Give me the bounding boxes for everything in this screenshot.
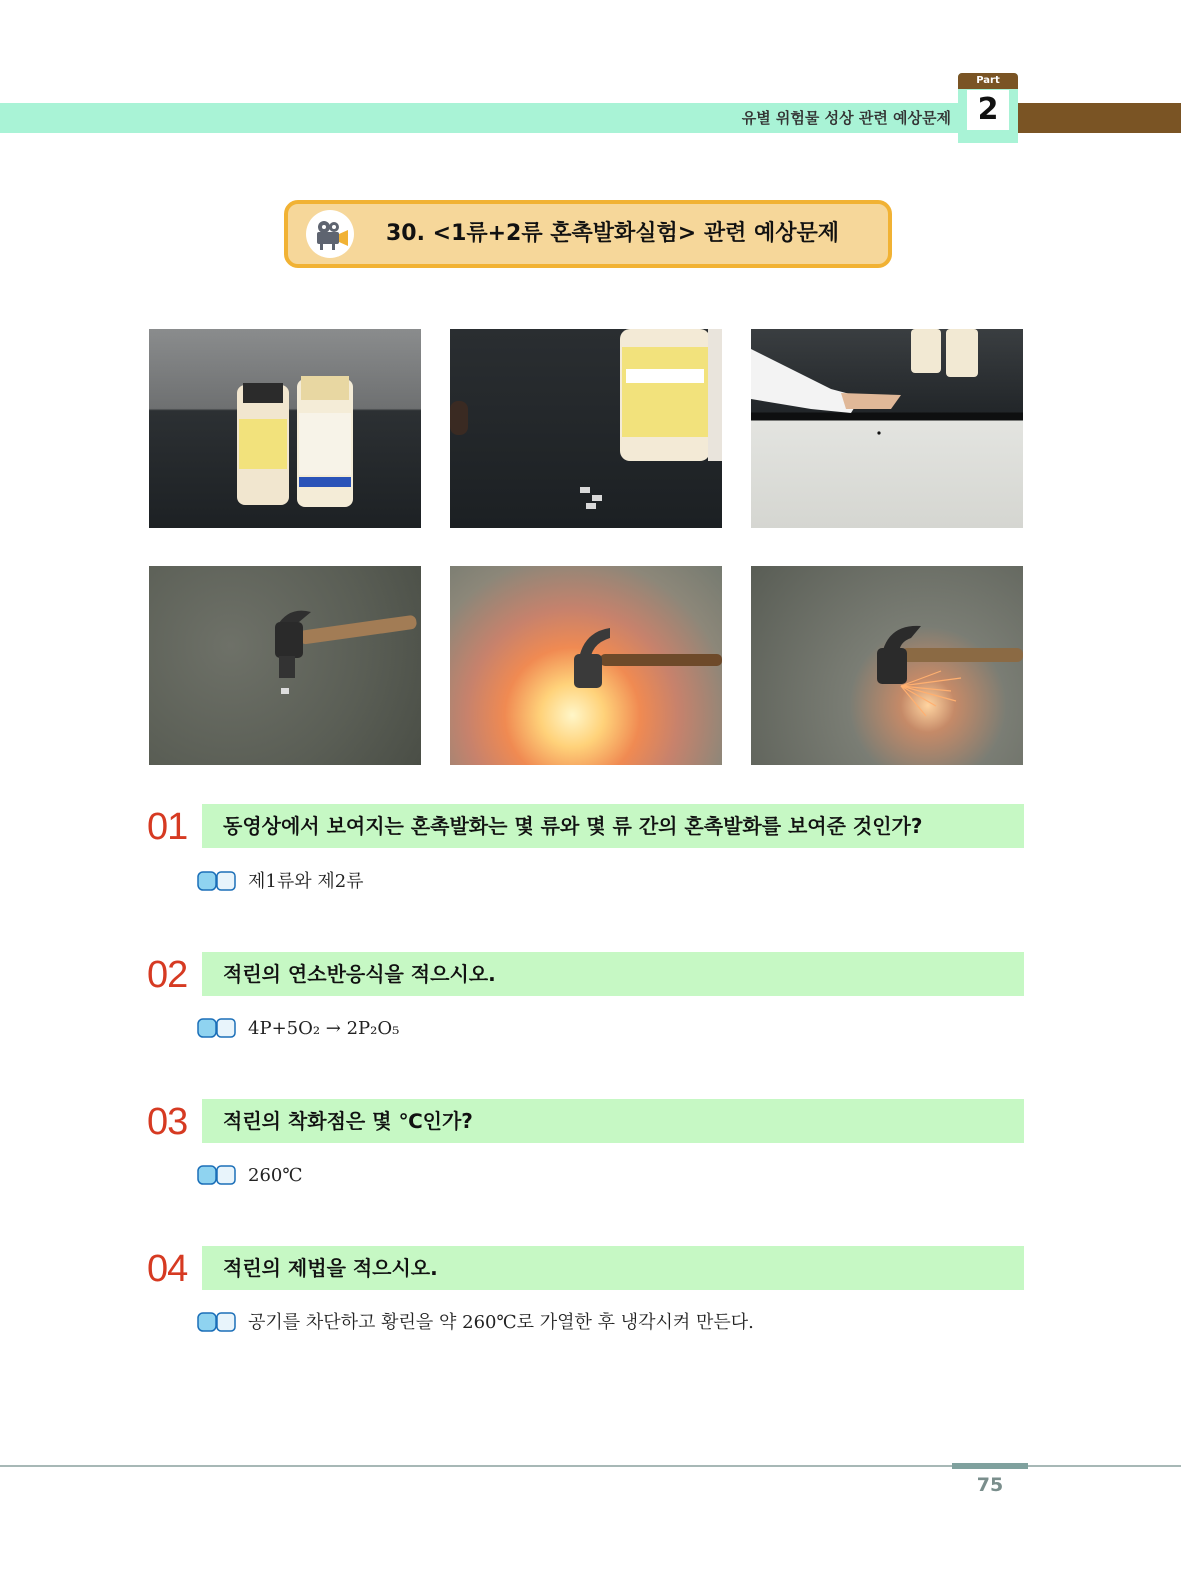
part-label: Part xyxy=(958,73,1018,89)
photo-hand-placing-sample xyxy=(751,329,1023,528)
photo-ignition-flash xyxy=(450,566,722,765)
question-text-2: 적린의 연소반응식을 적으시오. xyxy=(223,962,496,986)
header-band-accent xyxy=(1012,103,1181,133)
part-number: 2 xyxy=(967,90,1009,130)
question-number-1: 01 xyxy=(147,806,188,848)
section-title: 30. <1류+2류 혼촉발화실험> 관련 예상문제 xyxy=(386,221,840,246)
photo-bottle-closeup xyxy=(450,329,722,528)
question-text-1: 동영상에서 보여지는 혼촉발화는 몇 류와 몇 류 간의 혼촉발화를 보여준 것인가? xyxy=(223,814,923,838)
video-camera-icon xyxy=(306,210,354,258)
answer-text-2: 4P+5O₂ → 2P₂O₅ xyxy=(248,1018,400,1039)
question-text-3: 적린의 착화점은 몇 ℃인가? xyxy=(223,1109,473,1133)
photo-chemical-bottles xyxy=(149,329,421,528)
answer-badge-icon xyxy=(197,1311,237,1333)
answer-badge-icon xyxy=(197,1164,237,1186)
question-number-2: 02 xyxy=(147,954,188,996)
answer-badge-icon xyxy=(197,870,237,892)
photo-sparks xyxy=(751,566,1023,765)
question-number-4: 04 xyxy=(147,1248,188,1290)
header-title: 유별 위험물 성상 관련 예상문제 xyxy=(741,109,951,127)
footer-tab xyxy=(952,1463,1028,1469)
question-text-4: 적린의 제법을 적으시오. xyxy=(223,1256,438,1280)
question-number-3: 03 xyxy=(147,1101,188,1143)
answer-text-1: 제1류와 제2류 xyxy=(248,871,364,892)
answer-badge-icon xyxy=(197,1017,237,1039)
photo-hammer-raised xyxy=(149,566,421,765)
page-number: 75 xyxy=(976,1474,1004,1496)
answer-text-4: 공기를 차단하고 황린을 약 260℃로 가열한 후 냉각시켜 만든다. xyxy=(248,1312,754,1333)
answer-text-3: 260℃ xyxy=(248,1165,303,1186)
